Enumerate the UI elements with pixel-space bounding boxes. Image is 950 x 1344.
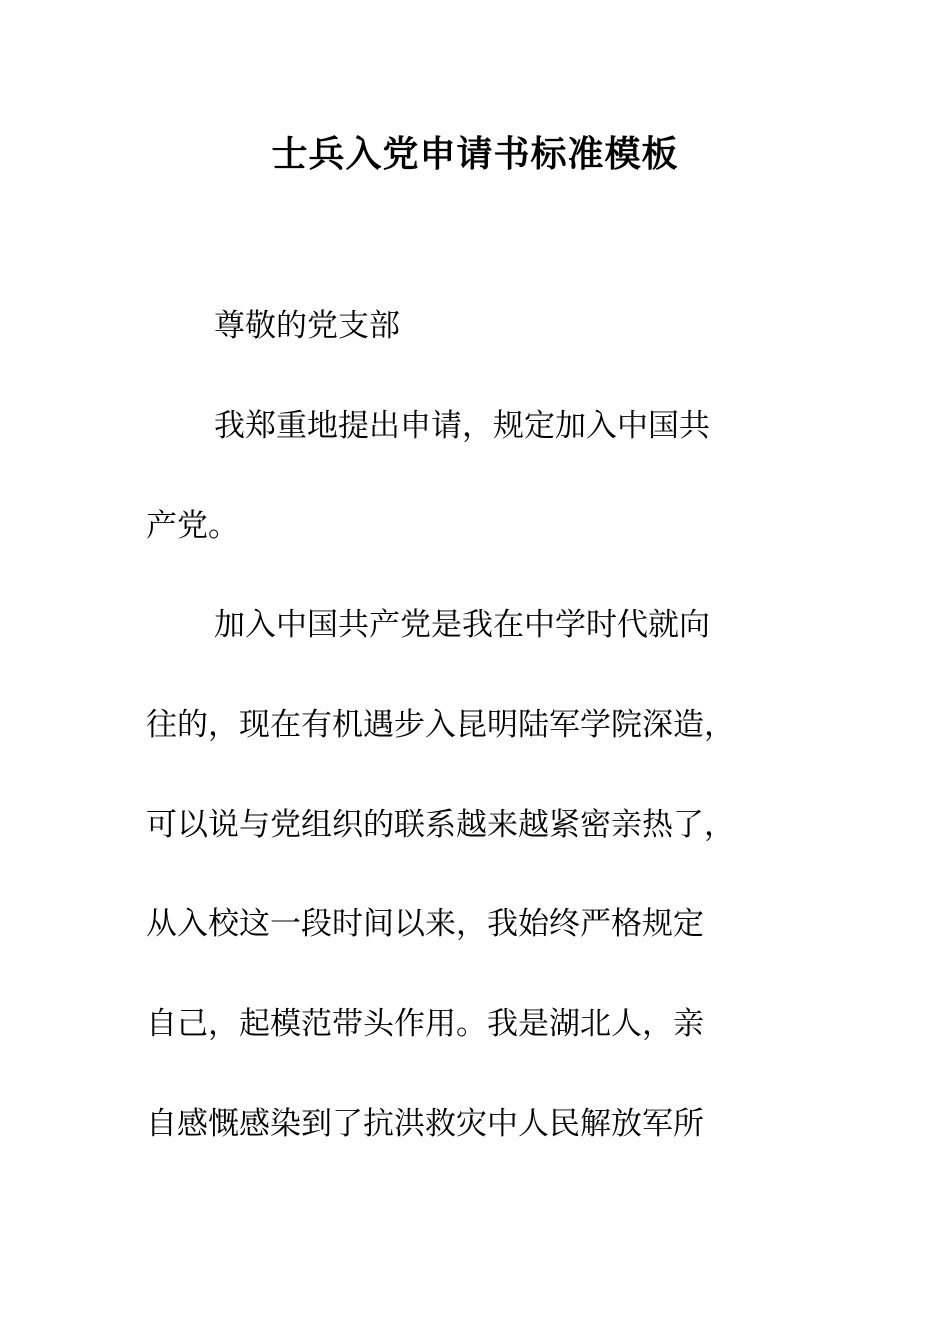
body-line: 往的，现在有机遇步入昆明陆军学院深造， bbox=[146, 707, 735, 743]
body-line: 我郑重地提出申请，规定加入中国共 bbox=[214, 408, 710, 444]
body-line: 自感慨感染到了抗洪救灾中人民解放军所 bbox=[146, 1106, 704, 1142]
salutation-line: 尊敬的党支部 bbox=[214, 308, 400, 344]
body-line: 自己，起模范带头作用。我是湖北人，亲 bbox=[146, 1006, 704, 1042]
body-line: 产党。 bbox=[146, 508, 239, 544]
body-line: 加入中国共产党是我在中学时代就向 bbox=[214, 607, 710, 643]
body-line: 从入校这一段时间以来，我始终严格规定 bbox=[146, 906, 704, 942]
body-line: 可以说与党组织的联系越来越紧密亲热了， bbox=[146, 807, 735, 843]
document-title: 士兵入党申请书标准模板 bbox=[271, 133, 679, 175]
